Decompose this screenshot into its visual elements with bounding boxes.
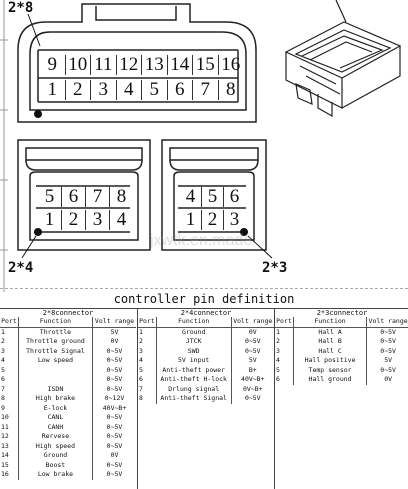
pin-number: 7 — [86, 187, 110, 207]
connector-2x4-top-pins — [38, 187, 133, 207]
table-cell: E-lock — [18, 404, 92, 414]
table-cell: Drlung signal — [156, 385, 231, 395]
table-cell: 3 — [276, 346, 280, 355]
table-cell: Ground — [156, 327, 231, 337]
table-cell: 0~5V — [93, 366, 137, 376]
group-2x3-title: 2*3connector — [316, 309, 368, 317]
column-header: Volt range — [93, 317, 137, 327]
pin-number: 2 — [66, 80, 92, 100]
table-cell: 7 — [139, 384, 143, 393]
table-cell: 5 — [139, 365, 143, 374]
connector-2x8-bottom-pins — [40, 80, 243, 100]
table-cell: 5V — [93, 327, 137, 337]
connector-2x3-top-pins — [180, 187, 245, 207]
pin-number: 16 — [221, 54, 241, 75]
table-cell: 0~5V — [93, 432, 137, 442]
table-header-row — [0, 317, 136, 327]
column-header: Function — [293, 317, 366, 327]
table-header-row — [275, 317, 408, 327]
table-cell: 5 — [1, 365, 5, 374]
table-row — [138, 385, 274, 395]
table-cell: 2 — [139, 337, 143, 345]
table-cell: 40V~B+ — [231, 375, 274, 385]
table-cell: 8 — [1, 394, 5, 402]
table-cell: 0~5V — [367, 366, 408, 376]
table-row — [0, 356, 136, 366]
table-cell: 0~5V — [93, 423, 137, 433]
table-cell: 0~5V — [93, 385, 137, 395]
table-cell: Hall C — [293, 347, 366, 357]
table-row — [0, 461, 136, 471]
column-header: Port — [139, 317, 155, 325]
table-cell: 3 — [1, 346, 5, 355]
column-header: Function — [156, 317, 231, 327]
table-cell — [18, 375, 92, 385]
table-cell: Boost — [18, 461, 92, 471]
column-header: Volt range — [368, 317, 408, 325]
pin-number: 10 — [66, 55, 92, 75]
table-row — [138, 394, 274, 404]
pin-number: 1 — [40, 80, 66, 100]
table-cell: 15 — [1, 460, 9, 469]
table-row — [275, 375, 408, 385]
table-cell: 9 — [1, 403, 5, 412]
table-cell: 1 — [276, 327, 280, 336]
table-cell: 0~5V — [93, 470, 137, 480]
pin-number: 13 — [142, 55, 168, 75]
table-cell: CANL — [18, 413, 92, 423]
pin-number: 14 — [168, 55, 194, 75]
table-row — [0, 442, 136, 452]
table-cell: 1 — [1, 327, 5, 336]
table-row — [0, 347, 136, 357]
table-row — [0, 470, 136, 480]
group-2x4-title: 2*4connector — [180, 309, 232, 317]
table-cell: 16 — [1, 470, 9, 478]
table-row — [138, 337, 274, 347]
pin-number: 4 — [116, 209, 127, 230]
table-row — [0, 327, 136, 337]
table-cell: Throttle — [18, 327, 92, 337]
table-cell: 0V~B+ — [231, 385, 274, 395]
pin-number: 2 — [202, 210, 224, 230]
table-cell: 6 — [276, 375, 280, 383]
pin-table — [0, 308, 408, 489]
table-cell: 2 — [276, 337, 280, 345]
pin-number: 6 — [168, 80, 194, 100]
group-2x8 — [0, 309, 136, 480]
table-cell: 11 — [1, 422, 9, 431]
table-row — [0, 413, 136, 423]
table-cell: CANH — [18, 423, 92, 433]
connector-3d-sketch — [286, 0, 400, 116]
pin-number: 9 — [40, 55, 66, 75]
table-cell: 4 — [139, 356, 143, 364]
table-cell — [18, 366, 92, 376]
table-row — [0, 432, 136, 442]
table-cell: 0~5V — [93, 347, 137, 357]
table-cell: Hall A — [293, 327, 366, 337]
table-cell: 8 — [139, 394, 143, 402]
group-2x8-title: 2*8connector — [42, 309, 94, 317]
table-row — [275, 366, 408, 376]
pin-number: 3 — [86, 210, 110, 230]
table-cell: 4 — [1, 356, 5, 364]
divider — [0, 288, 408, 290]
table-row — [138, 356, 274, 366]
pin-number: 11 — [91, 55, 117, 75]
connector-2x4-bottom-pins — [38, 210, 133, 230]
pin-number: 1 — [38, 210, 62, 230]
pin-number: 4 — [117, 80, 143, 100]
pin-number: 5 — [202, 187, 224, 207]
pin-number: 15 — [193, 55, 219, 75]
pin-number: 3 — [91, 80, 117, 100]
pin-number: 8 — [116, 186, 127, 207]
table-row — [138, 375, 274, 385]
table-cell: Anti-theft H-lock — [156, 375, 231, 385]
table-cell: Anti-theft power — [156, 366, 231, 376]
table-cell: 2 — [1, 337, 5, 345]
pin-number: 5 — [38, 187, 62, 207]
table-cell: 0~5V — [93, 356, 137, 366]
connector-2x3-label: 2*3 — [262, 260, 288, 276]
table-cell: High brake — [18, 394, 92, 404]
table-cell: 0~5V — [367, 337, 408, 347]
table-cell: 0~5V — [231, 337, 274, 347]
table-row — [0, 451, 136, 461]
table-cell: 0V — [367, 375, 408, 385]
table-row — [138, 366, 274, 376]
table-cell: B+ — [231, 366, 274, 376]
connector-2x4-label: 2*4 — [8, 260, 34, 276]
table-cell: 0~5V — [367, 327, 408, 337]
column-header: Volt range — [231, 317, 274, 327]
table-cell: Anti-theft Signal — [156, 394, 231, 404]
table-row — [275, 347, 408, 357]
column-header: Port — [276, 317, 292, 325]
table-cell: High speed — [18, 442, 92, 452]
table-row — [0, 375, 136, 385]
table-cell: 12 — [1, 432, 9, 440]
table-cell: Hall positive — [293, 356, 366, 366]
table-cell: 40V~B+ — [93, 404, 137, 414]
table-row — [0, 394, 136, 404]
table-cell: 14 — [1, 451, 9, 459]
table-cell: Low speed — [18, 356, 92, 366]
table-cell: 5 — [276, 365, 280, 374]
pin-number: 4 — [180, 187, 202, 207]
table-cell: 5V — [367, 356, 408, 366]
table-header-row — [138, 317, 274, 327]
table-cell: 0~5V — [367, 347, 408, 357]
column-header: Port — [1, 317, 17, 325]
table-row — [0, 404, 136, 414]
table-cell: JTCK — [156, 337, 231, 347]
connector-2x8-key-dot — [34, 110, 42, 118]
watermark: jxwtk.en.made — [150, 232, 253, 249]
group-2x3 — [274, 309, 408, 489]
connector-2x8-top-pins — [40, 55, 243, 75]
table-row — [0, 337, 136, 347]
table-cell: SWD — [156, 347, 231, 357]
table-cell: Temp sensor — [293, 366, 366, 376]
table-title: controller pin definition — [113, 292, 295, 306]
table-cell: 0V — [231, 327, 274, 337]
column-header: Function — [18, 317, 92, 327]
connector-2x8-label: 2*8 — [8, 0, 34, 16]
table-cell: 7 — [1, 384, 5, 393]
table-cell: 10 — [1, 413, 9, 421]
table-row — [0, 366, 136, 376]
table-cell: 3 — [139, 346, 143, 355]
table-cell: 0~5V — [93, 442, 137, 452]
table-cell: 6 — [139, 375, 143, 383]
table-cell: Rervese — [18, 432, 92, 442]
pin-number: 1 — [180, 210, 202, 230]
pin-number: 5 — [142, 80, 168, 100]
table-cell: 0~5V — [93, 375, 137, 385]
table-cell: Throttle Signal — [18, 347, 92, 357]
table-cell: Throttle ground — [18, 337, 92, 347]
table-cell: Low brake — [18, 470, 92, 480]
table-cell: Ground — [18, 451, 92, 461]
group-2x4 — [137, 309, 274, 489]
table-cell: 0~12V — [93, 394, 137, 404]
pin-number: 2 — [62, 210, 86, 230]
table-cell: 6 — [1, 375, 5, 383]
table-cell: 1 — [139, 327, 143, 336]
table-cell: 0~5V — [231, 347, 274, 357]
table-cell: Hall ground — [293, 375, 366, 385]
table-cell: Hall B — [293, 337, 366, 347]
table-cell: 13 — [1, 441, 9, 450]
table-row — [0, 423, 136, 433]
table-row — [0, 385, 136, 395]
table-cell: 0~5V — [93, 413, 137, 423]
table-cell: ISDN — [18, 385, 92, 395]
pin-number: 6 — [229, 186, 240, 207]
table-cell: 0V — [93, 337, 137, 347]
table-row — [275, 327, 408, 337]
connector-2x3-bottom-pins — [180, 210, 245, 230]
pin-number: 3 — [229, 209, 240, 230]
pin-number: 8 — [226, 79, 236, 100]
table-cell: 5V input — [156, 356, 231, 366]
table-cell: 0~5V — [231, 394, 274, 404]
table-cell: 0V — [93, 451, 137, 461]
table-cell: 0~5V — [93, 461, 137, 471]
pin-number: 12 — [117, 55, 143, 75]
table-row — [275, 356, 408, 366]
pin-number: 7 — [193, 80, 219, 100]
table-row — [275, 337, 408, 347]
table-cell: 4 — [276, 356, 280, 364]
table-row — [138, 347, 274, 357]
table-row — [138, 327, 274, 337]
table-cell: 5V — [231, 356, 274, 366]
pin-number: 6 — [62, 187, 86, 207]
